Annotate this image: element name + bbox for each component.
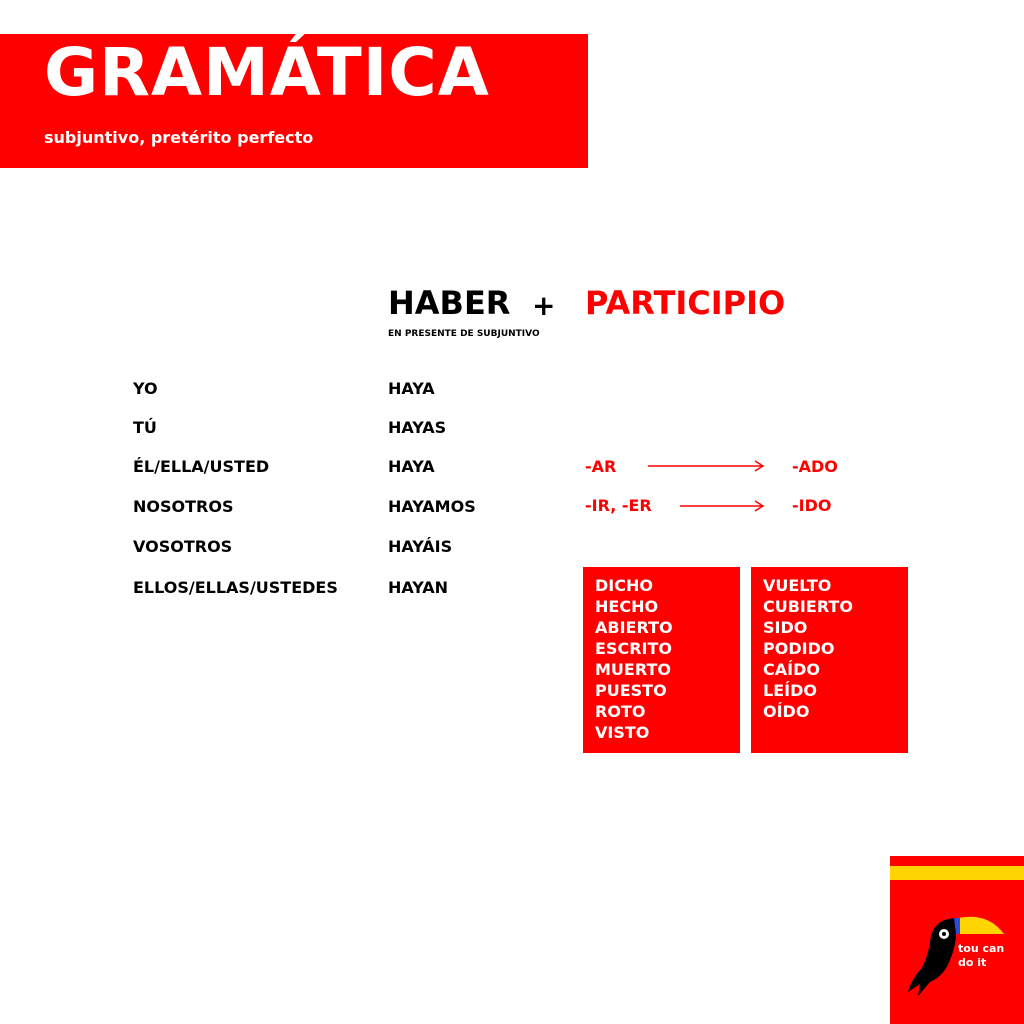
arrow-right-icon	[680, 500, 766, 512]
logo-text	[958, 942, 1018, 970]
irregular-participles-box-1	[583, 567, 740, 753]
verb-form: HAYAMOS	[388, 497, 476, 516]
irregular-participle: PODIDO	[763, 639, 835, 658]
pronoun-label: ELLOS/ELLAS/USTEDES	[133, 578, 338, 597]
rule-ending-ir-er: -IR, -ER	[585, 496, 652, 515]
logo-text-line1: tou can	[958, 942, 1005, 955]
pronoun-label: TÚ	[133, 418, 157, 437]
pronoun-label: ÉL/ELLA/USTED	[133, 457, 270, 476]
irregular-participle: ROTO	[595, 702, 646, 721]
verb-form: HAYAS	[388, 418, 447, 437]
logo-text-line2: do it	[958, 956, 987, 969]
verb-form: HAYA	[388, 379, 435, 398]
irregular-participle: CUBIERTO	[763, 597, 853, 616]
irregular-participle: VISTO	[595, 723, 650, 742]
irregular-participle: ABIERTO	[595, 618, 673, 637]
arrow-right-icon	[648, 460, 766, 472]
pronoun-label: YO	[133, 379, 158, 398]
page-subtitle: subjuntivo, pretérito perfecto	[44, 128, 314, 147]
rule-ending-ar: -AR	[585, 457, 617, 476]
verb-form: HAYAN	[388, 578, 449, 597]
page-title: GRAMÁTICA	[44, 34, 490, 111]
formula-participle: PARTICIPIO	[585, 284, 786, 322]
irregular-participle: OÍDO	[763, 702, 810, 721]
irregular-participle: SIDO	[763, 618, 808, 637]
irregular-participle: DICHO	[595, 576, 653, 595]
irregular-participle: VUELTO	[763, 576, 832, 595]
pronoun-label: VOSOTROS	[133, 537, 233, 556]
verb-form: HAYA	[388, 457, 435, 476]
irregular-participle: PUESTO	[595, 681, 667, 700]
formula-plus: +	[532, 289, 556, 322]
formula-auxiliary: HABER	[388, 284, 511, 322]
verb-form: HAYÁIS	[388, 537, 453, 556]
irregular-participle: MUERTO	[595, 660, 671, 679]
rule-result-ido: -IDO	[792, 496, 832, 515]
irregular-participle: HECHO	[595, 597, 659, 616]
logo-stripe	[890, 866, 1024, 880]
irregular-participle: CAÍDO	[763, 660, 820, 679]
rule-result-ado: -ADO	[792, 457, 838, 476]
pronoun-label: NOSOTROS	[133, 497, 234, 516]
irregular-participles-box-2	[751, 567, 908, 753]
irregular-participle: ESCRITO	[595, 639, 672, 658]
formula-auxiliary-note: EN PRESENTE DE SUBJUNTIVO	[388, 329, 540, 339]
irregular-participle: LEÍDO	[763, 681, 817, 700]
